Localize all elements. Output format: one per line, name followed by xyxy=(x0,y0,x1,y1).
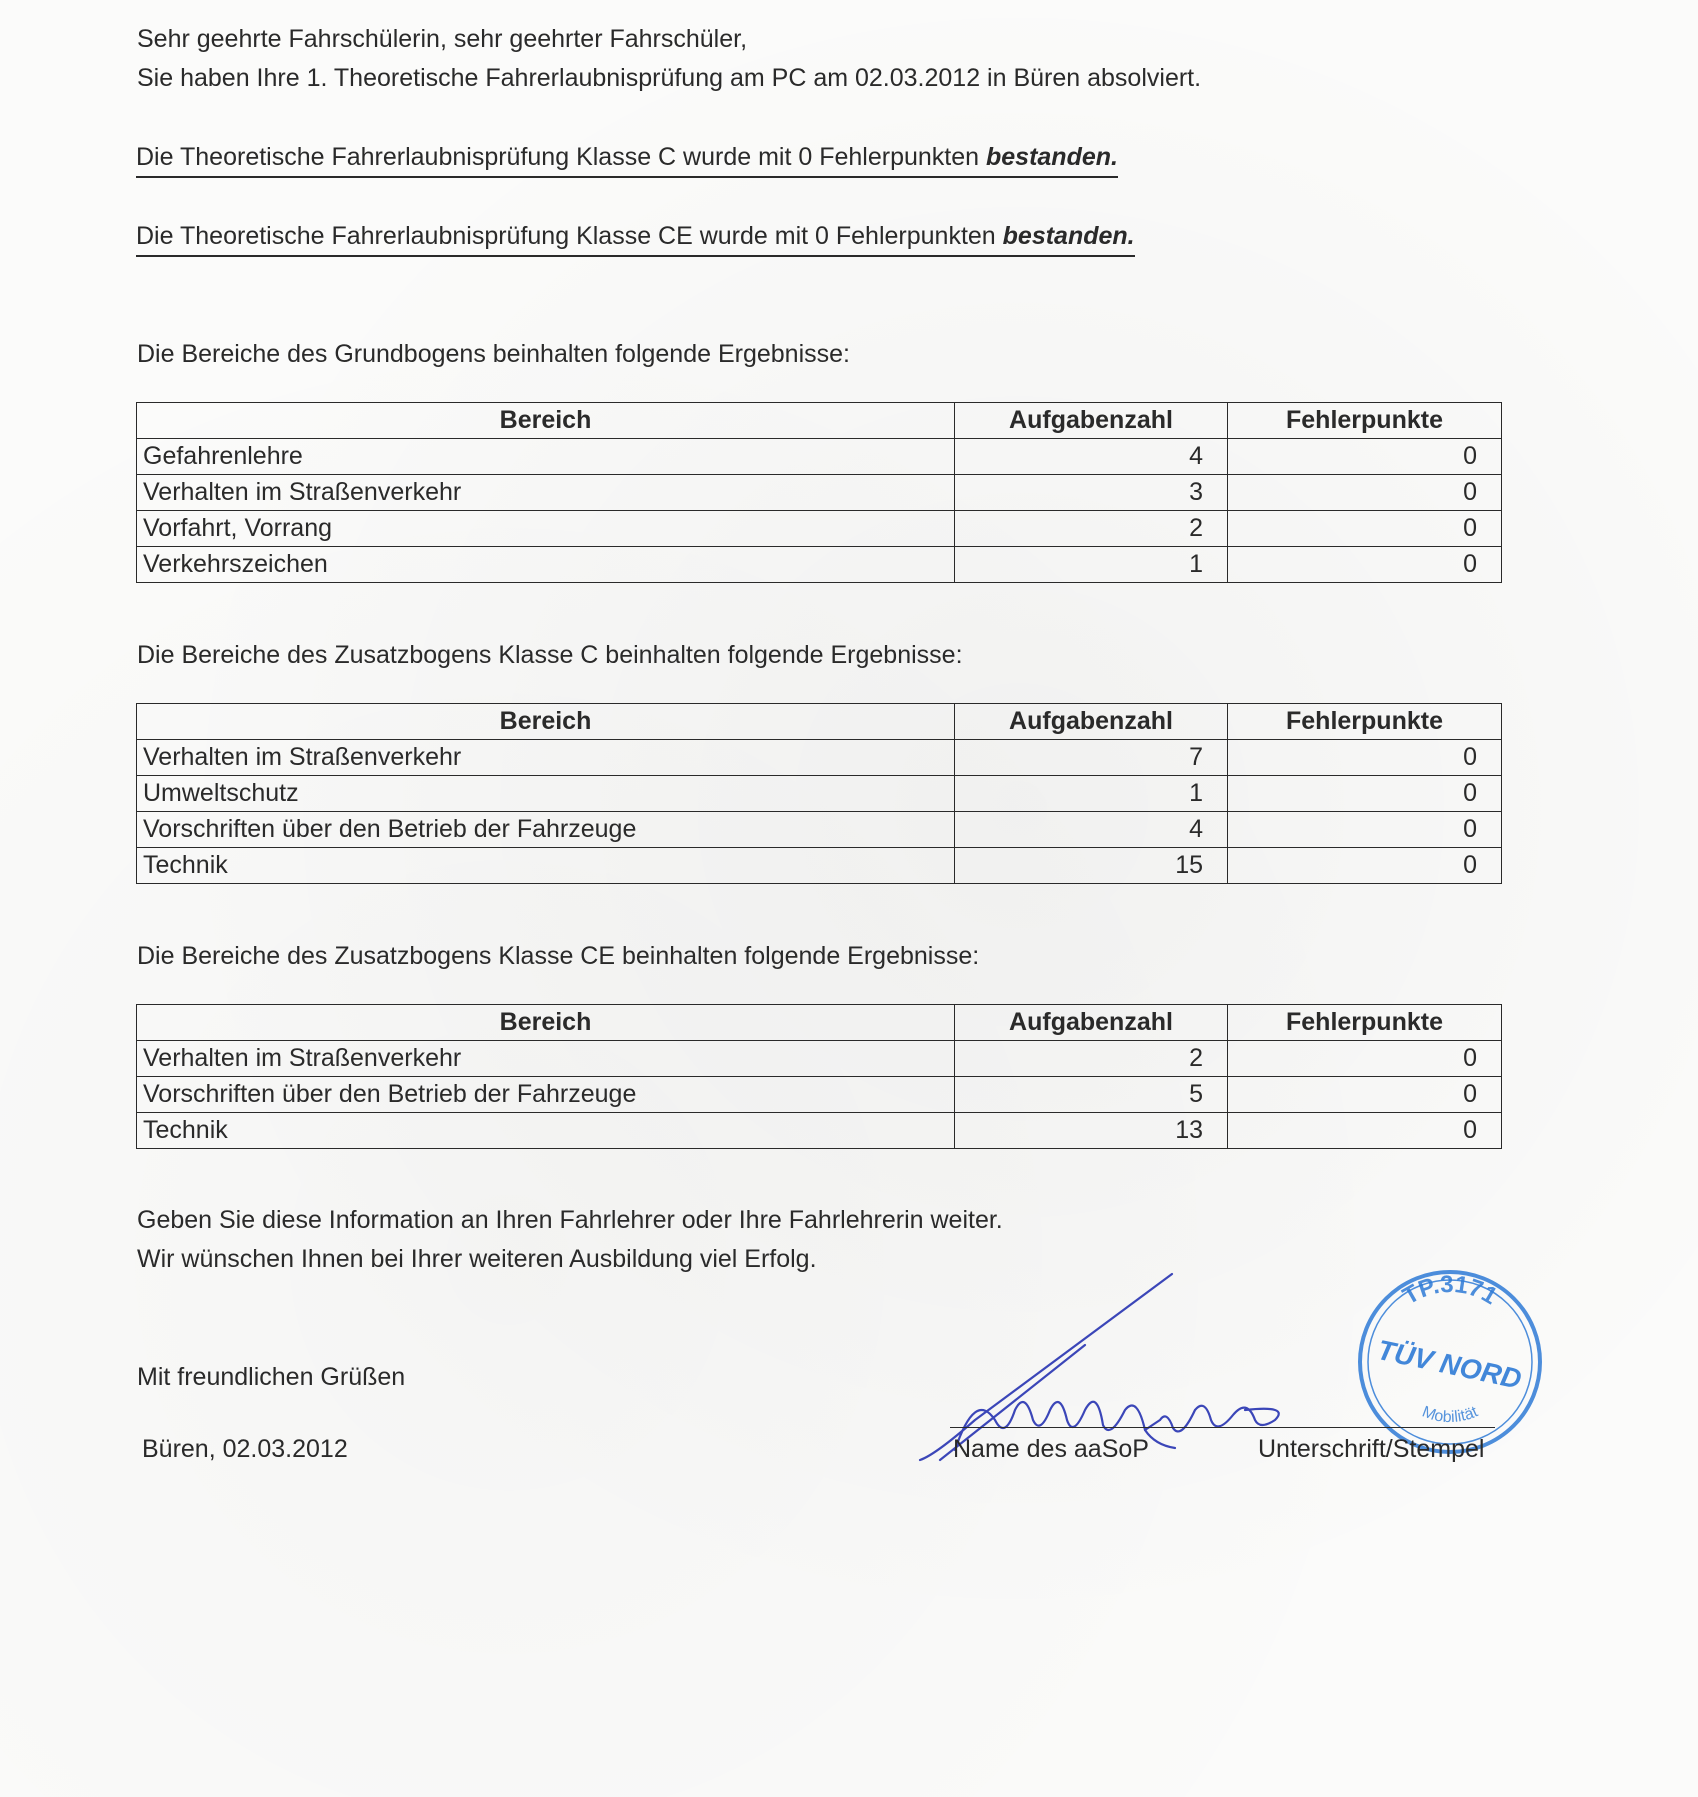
cell-fehlerpunkte: 0 xyxy=(1228,1041,1502,1077)
signature-stamp-label: Unterschrift/Stempel xyxy=(1258,1435,1485,1463)
table-header-row xyxy=(137,403,1502,439)
cell-bereich: Umweltschutz xyxy=(137,776,955,812)
result-status: bestanden. xyxy=(985,143,1118,171)
cell-fehlerpunkte: 0 xyxy=(1228,475,1502,511)
column-header-aufgabenzahl: Aufgabenzahl xyxy=(955,704,1228,740)
tuev-nord-stamp xyxy=(1350,1262,1550,1462)
cell-bereich: Vorfahrt, Vorrang xyxy=(137,511,955,547)
result-text: Die Theoretische Fahrerlaubnisprüfung Klasse CE wurde mit 0 Fehlerpunkten xyxy=(136,222,1003,250)
signature-strokes xyxy=(920,1274,1279,1460)
column-header-bereich: Bereich xyxy=(137,704,955,740)
name-label: Name des aaSoP xyxy=(953,1435,1149,1463)
cell-bereich: Technik xyxy=(137,1113,955,1149)
cell-aufgabenzahl: 2 xyxy=(955,511,1228,547)
cell-bereich: Vorschriften über den Betrieb der Fahrzeuge xyxy=(137,1077,955,1113)
table-header-row xyxy=(137,1005,1502,1041)
cell-aufgabenzahl: 4 xyxy=(955,812,1228,848)
cell-aufgabenzahl: 1 xyxy=(955,547,1228,583)
table-row xyxy=(137,475,1502,511)
cell-bereich: Gefahrenlehre xyxy=(137,439,955,475)
cell-aufgabenzahl: 1 xyxy=(955,776,1228,812)
column-header-aufgabenzahl: Aufgabenzahl xyxy=(955,403,1228,439)
cell-fehlerpunkte: 0 xyxy=(1228,547,1502,583)
cell-bereich: Technik xyxy=(137,848,955,884)
results-table-zusatzbogen-c xyxy=(136,703,1502,884)
result-class-c xyxy=(136,142,1118,178)
cell-fehlerpunkte: 0 xyxy=(1228,812,1502,848)
table-row xyxy=(137,1041,1502,1077)
cell-aufgabenzahl: 5 xyxy=(955,1077,1228,1113)
stamp-center-text: TÜV NORD xyxy=(1374,1334,1525,1395)
stamp-top-text: TP.3171 xyxy=(1398,1270,1502,1311)
cell-aufgabenzahl: 2 xyxy=(955,1041,1228,1077)
column-header-bereich: Bereich xyxy=(137,1005,955,1041)
table-header-row xyxy=(137,704,1502,740)
result-status: bestanden. xyxy=(1002,222,1135,250)
cell-bereich: Verkehrszeichen xyxy=(137,547,955,583)
place-date: Büren, 02.03.2012 xyxy=(142,1435,348,1463)
table-row xyxy=(137,1077,1502,1113)
cell-fehlerpunkte: 0 xyxy=(1228,848,1502,884)
column-header-bereich: Bereich xyxy=(137,403,955,439)
cell-aufgabenzahl: 4 xyxy=(955,439,1228,475)
cell-bereich: Verhalten im Straßenverkehr xyxy=(137,1041,955,1077)
result-text: Die Theoretische Fahrerlaubnisprüfung Klasse C wurde mit 0 Fehlerpunkten xyxy=(136,143,986,171)
results-table-grundbogen xyxy=(136,402,1502,583)
cell-fehlerpunkte: 0 xyxy=(1228,511,1502,547)
table-row xyxy=(137,812,1502,848)
table-row xyxy=(137,547,1502,583)
cell-fehlerpunkte: 0 xyxy=(1228,439,1502,475)
cell-aufgabenzahl: 15 xyxy=(955,848,1228,884)
result-class-ce xyxy=(136,221,1135,257)
results-table-zusatzbogen-ce xyxy=(136,1004,1502,1149)
column-header-fehlerpunkte: Fehlerpunkte xyxy=(1228,1005,1502,1041)
regards: Mit freundlichen Grüßen xyxy=(137,1363,406,1391)
column-header-fehlerpunkte: Fehlerpunkte xyxy=(1228,403,1502,439)
cell-bereich: Verhalten im Straßenverkehr xyxy=(137,475,955,511)
closing-line-1: Geben Sie diese Information an Ihren Fahrlehrer oder Ihre Fahrlehrerin weiter. xyxy=(137,1206,1003,1234)
table-row xyxy=(137,511,1502,547)
cell-aufgabenzahl: 3 xyxy=(955,475,1228,511)
intro-text: Sie haben Ihre 1. Theoretische Fahrerlaubnisprüfung am PC am 02.03.2012 in Büren absolviert. xyxy=(137,64,1202,92)
closing-line-2: Wir wünschen Ihnen bei Ihrer weiteren Ausbildung viel Erfolg. xyxy=(137,1245,817,1273)
cell-fehlerpunkte: 0 xyxy=(1228,1113,1502,1149)
cell-bereich: Verhalten im Straßenverkehr xyxy=(137,740,955,776)
cell-fehlerpunkte: 0 xyxy=(1228,1077,1502,1113)
cell-aufgabenzahl: 7 xyxy=(955,740,1228,776)
table-row xyxy=(137,848,1502,884)
section-heading-zusatzbogen-c: Die Bereiche des Zusatzbogens Klasse C beinhalten folgende Ergebnisse: xyxy=(137,641,963,669)
table-row xyxy=(137,740,1502,776)
section-heading-zusatzbogen-ce: Die Bereiche des Zusatzbogens Klasse CE beinhalten folgende Ergebnisse: xyxy=(137,942,980,970)
table-row xyxy=(137,439,1502,475)
signature-line xyxy=(950,1427,1495,1428)
column-header-aufgabenzahl: Aufgabenzahl xyxy=(955,1005,1228,1041)
table-row xyxy=(137,1113,1502,1149)
column-header-fehlerpunkte: Fehlerpunkte xyxy=(1228,704,1502,740)
cell-bereich: Vorschriften über den Betrieb der Fahrzeuge xyxy=(137,812,955,848)
cell-aufgabenzahl: 13 xyxy=(955,1113,1228,1149)
table-row xyxy=(137,776,1502,812)
section-heading-grundbogen: Die Bereiche des Grundbogens beinhalten folgende Ergebnisse: xyxy=(137,340,850,368)
cell-fehlerpunkte: 0 xyxy=(1228,740,1502,776)
greeting: Sehr geehrte Fahrschülerin, sehr geehrter Fahrschüler, xyxy=(137,25,748,53)
stamp-bottom-text: Mobilität xyxy=(1419,1403,1481,1427)
cell-fehlerpunkte: 0 xyxy=(1228,776,1502,812)
